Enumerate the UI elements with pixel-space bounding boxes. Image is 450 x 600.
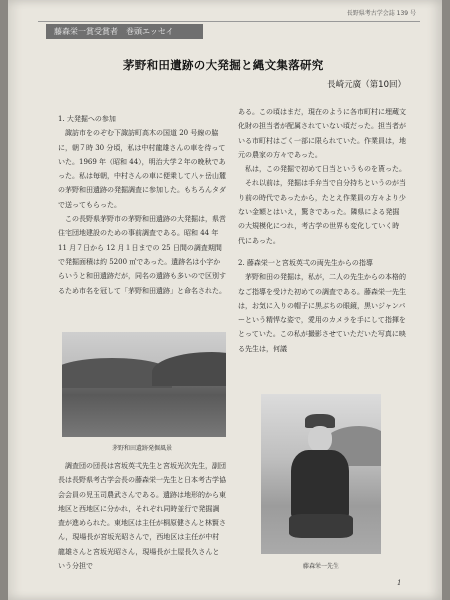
paragraph: この長野県茅野市の茅野和田遺跡の大発掘は，県営住宅団地建設のための事前調査である。昭和 44 年 11 月７日から 12 月１日までの 25 日間の調査期間で発掘面積は約 5200 ㎡であった。遺跡名は小字からいうと和田遺跡だが，同名の遺跡も多いので区別するため市名を冠して「茅野和田遺跡」と命名された。 — [58, 215, 226, 295]
header-rule — [38, 21, 420, 22]
photo-hill — [152, 352, 226, 386]
paragraph: ある。この頃はまだ，現在のように各市町村に埋蔵文化財の担当者が配属されていない頃だった。担当者がいる市町村はごく一部に限られていた。作業員は，地元の農家の方々であった。 — [238, 108, 406, 159]
excavation-photo — [62, 332, 226, 437]
photo-person — [289, 414, 349, 544]
journal-page — [8, 0, 442, 600]
photo-caption: 藤森栄一先生 — [303, 563, 340, 570]
paragraph: 私は，この発掘で初めて日当というものを貰った。 — [245, 165, 406, 174]
paragraph: 茅野和田の発掘は，私が，二人の先生からの本格的なご指導を受けた初めての調査である。藤森栄一先生は，お気に入りの帽子に黒ぶちの眼鏡，黒いジャンパーという精悍な姿で，愛用のカメラを手にして指揮をとっていた。この私が撮影させていただいた写真に映る先生は，何議 — [238, 273, 406, 353]
running-head: 長野県考古学会誌 139 号 — [346, 10, 416, 17]
section-heading-2: 2. 藤森栄一と宮坂英弌の両先生からの指導 — [238, 258, 373, 267]
section-banner: 藤森栄一賞受賞者 巻頭エッセイ — [46, 24, 203, 39]
photo-caption: 茅野和田遺跡発掘風景 — [112, 445, 173, 452]
photo-legs — [289, 514, 353, 538]
paragraph: 調査団の団長は宮坂英弌先生と宮坂光次先生，副団長は長野県考古学会長の藤森栄一先生と日本考古学協会会員の児玉司農武さんである。遺跡は地形的から東地区と西地区に分かれ，それぞれ同時並行で発掘調査が進められた。東地区は主任が桐原健さんと林賢さん，現場長が宮坂光昭さんで，西地区は主任が中村龍雄さんと宮坂光昭さん，現場長が土屋長久さんという分担で — [58, 462, 226, 571]
portrait-photo — [261, 394, 381, 554]
paragraph: それ以前は，発掘は手弁当で自分持ちというのが当り前の時代であったから，たとえ作業員の方々より少ない金額とはいえ，驚きであった。隣県による発掘の大規模化につれ，考古学の世界も変化していく時代にあった。 — [238, 179, 406, 245]
paragraph: 諏訪市をのぞむ下諏訪町高木の国道 20 号線の脇に，朝７時 30 分頃，私は中村龍雄さんの車を待っていた。1969 年（昭和 44），明治大学２年の晩秋であった。私は毎朝，中村さんの車に便乗して八ヶ岳山麓の茅野和田遺跡の発掘調査に参加した。もちろんタダで送ってもらった。 — [58, 129, 226, 209]
photo-face — [308, 426, 332, 452]
author-line: 長崎元廣（第10回） — [327, 80, 406, 90]
section-heading-1: 1. 大発掘への参加 — [58, 115, 116, 123]
left-column — [58, 112, 226, 298]
photo-jacket — [291, 450, 349, 520]
left-column-lower — [58, 459, 226, 573]
right-column — [238, 105, 406, 356]
article-title: 茅野和田遺跡の大発掘と縄文集落研究 — [123, 58, 324, 72]
page-number: 1 — [397, 579, 402, 587]
